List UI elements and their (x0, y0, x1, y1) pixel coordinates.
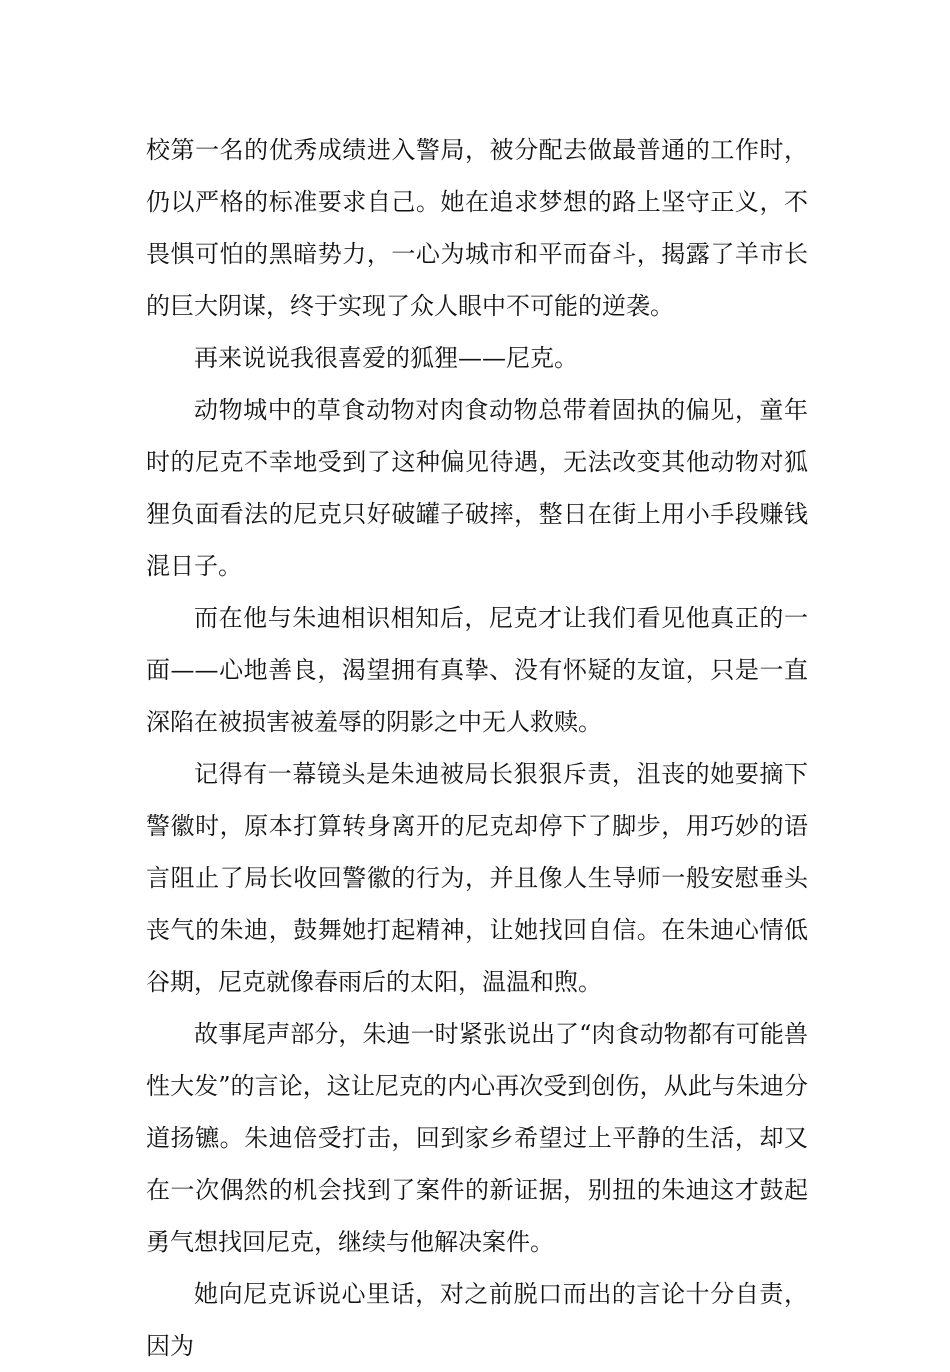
paragraph-continued: 校第一名的优秀成绩进入警局，被分配去做最普通的工作时，仍以严格的标准要求自己。她在追求梦想的路上坚守正义，不畏惧可怕的黑暗势力，一心为城市和平而奋斗，揭露了羊市长的巨大阴谋，终于实现了众人眼中不可能的逆袭。 (146, 136, 808, 320)
paragraph: 她向尼克诉说心里话，对之前脱口而出的言论十分自责，因为 (146, 1280, 808, 1360)
paragraph: 故事尾声部分，朱迪一时紧张说出了“肉食动物都有可能兽性大发”的言论，这让尼克的内心再次受到创伤，从此与朱迪分道扬镳。朱迪倍受打击，回到家乡希望过上平静的生活，却又在一次偶然的机会找到了案件的新证据，别扭的朱迪这才鼓起勇气想找回尼克，继续与他解决案件。 (146, 1020, 808, 1256)
paragraph: 动物城中的草食动物对肉食动物总带着固执的偏见，童年时的尼克不幸地受到了这种偏见待遇，无法改变其他动物对狐狸负面看法的尼克只好破罐子破摔，整日在街上用小手段赚钱混日子。 (146, 396, 808, 580)
paragraph: 记得有一幕镜头是朱迪被局长狠狠斥责，沮丧的她要摘下警徽时，原本打算转身离开的尼克却停下了脚步，用巧妙的语言阻止了局长收回警徽的行为，并且像人生导师一般安慰垂头丧气的朱迪，鼓舞她打起精神，让她找回自信。在朱迪心情低谷期，尼克就像春雨后的太阳，温温和煦。 (146, 760, 808, 996)
document-body (146, 124, 808, 1372)
paragraph: 而在他与朱迪相识相知后，尼克才让我们看见他真正的一面——心地善良，渴望拥有真挚、没有怀疑的友谊，只是一直深陷在被损害被羞辱的阴影之中无人救赎。 (146, 604, 808, 736)
paragraph: 再来说说我很喜爱的狐狸——尼克。 (194, 344, 578, 372)
